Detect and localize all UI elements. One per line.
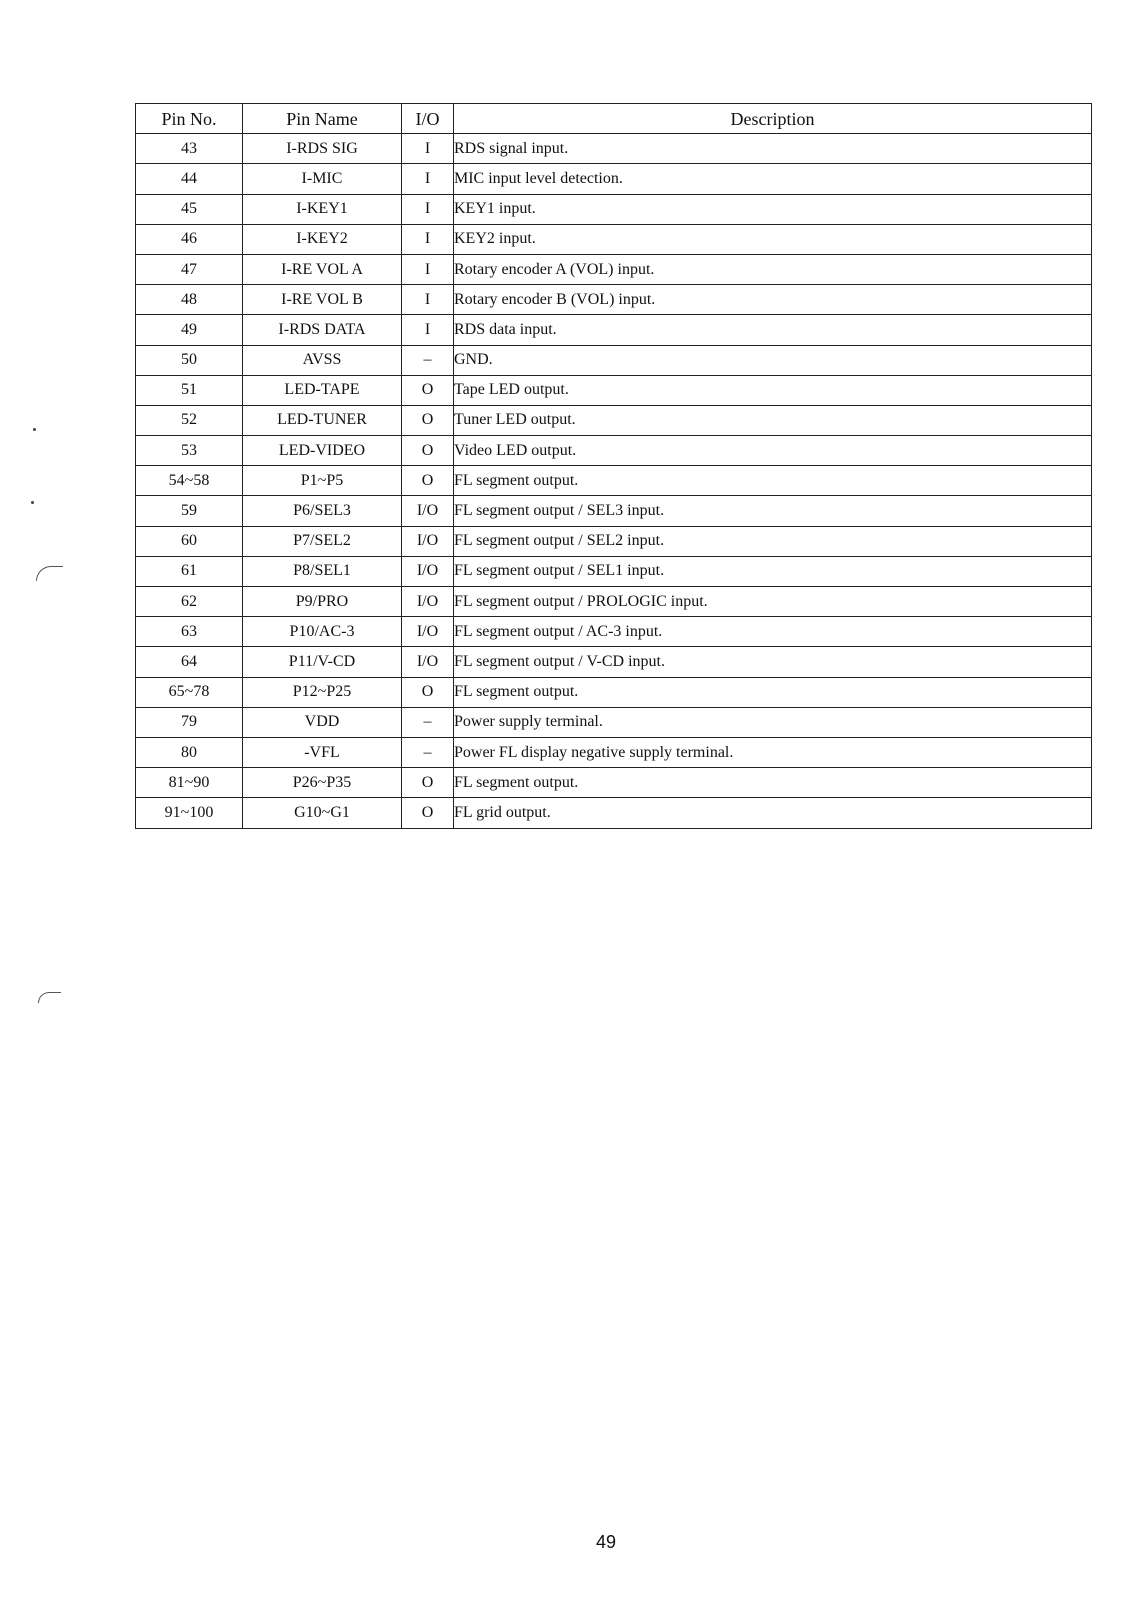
io-cell: I/O	[402, 496, 454, 526]
table-row	[136, 617, 1092, 647]
scan-artifact	[33, 428, 36, 431]
pin-name-cell: P1~P5	[243, 466, 402, 496]
description-cell: FL segment output / SEL3 input.	[454, 496, 1092, 526]
pin-name-cell: P8/SEL1	[243, 556, 402, 586]
description-cell: FL segment output.	[454, 677, 1092, 707]
table-row	[136, 466, 1092, 496]
pin-no-cell: 46	[136, 224, 243, 254]
pin-name-cell: VDD	[243, 707, 402, 737]
pin-no-cell: 53	[136, 436, 243, 466]
pin-no-cell: 48	[136, 285, 243, 315]
table-row	[136, 285, 1092, 315]
scan-artifact	[31, 501, 34, 504]
description-cell: Power FL display negative supply terminal.	[454, 737, 1092, 767]
description-cell: FL segment output.	[454, 768, 1092, 798]
table-row	[136, 798, 1092, 828]
table-row	[136, 315, 1092, 345]
pin-name-cell: I-RE VOL A	[243, 254, 402, 284]
table-row	[136, 134, 1092, 164]
pin-no-cell: 43	[136, 134, 243, 164]
pin-name-cell: LED-TUNER	[243, 405, 402, 435]
pin-name-cell: P10/AC-3	[243, 617, 402, 647]
description-cell: FL segment output / SEL2 input.	[454, 526, 1092, 556]
pin-no-cell: 54~58	[136, 466, 243, 496]
io-cell: I/O	[402, 556, 454, 586]
pin-no-cell: 79	[136, 707, 243, 737]
pin-no-cell: 50	[136, 345, 243, 375]
io-cell: I	[402, 315, 454, 345]
pin-no-cell: 45	[136, 194, 243, 224]
table-row	[136, 254, 1092, 284]
pin-name-cell: I-KEY1	[243, 194, 402, 224]
pin-name-cell: I-RE VOL B	[243, 285, 402, 315]
pin-no-cell: 51	[136, 375, 243, 405]
pin-name-cell: AVSS	[243, 345, 402, 375]
pin-name-cell: I-RDS DATA	[243, 315, 402, 345]
pin-no-cell: 49	[136, 315, 243, 345]
description-cell: KEY1 input.	[454, 194, 1092, 224]
description-cell: FL segment output / PROLOGIC input.	[454, 587, 1092, 617]
description-cell: KEY2 input.	[454, 224, 1092, 254]
pin-no-cell: 63	[136, 617, 243, 647]
description-cell: FL grid output.	[454, 798, 1092, 828]
table-row	[136, 556, 1092, 586]
table-row	[136, 647, 1092, 677]
description-cell: FL segment output.	[454, 466, 1092, 496]
table-row	[136, 436, 1092, 466]
page-number: 49	[595, 1532, 617, 1552]
scan-artifact	[36, 566, 63, 581]
description-cell: Rotary encoder B (VOL) input.	[454, 285, 1092, 315]
pin-name-cell: LED-VIDEO	[243, 436, 402, 466]
description-cell: Tuner LED output.	[454, 405, 1092, 435]
table-row	[136, 164, 1092, 194]
pin-no-cell: 64	[136, 647, 243, 677]
scan-artifact	[38, 992, 61, 1003]
table-row	[136, 707, 1092, 737]
io-cell: O	[402, 405, 454, 435]
pin-name-cell: P9/PRO	[243, 587, 402, 617]
io-cell: I/O	[402, 647, 454, 677]
io-cell: O	[402, 768, 454, 798]
description-cell: Tape LED output.	[454, 375, 1092, 405]
description-cell: FL segment output / V-CD input.	[454, 647, 1092, 677]
pin-no-cell: 65~78	[136, 677, 243, 707]
io-cell: I	[402, 134, 454, 164]
pin-no-cell: 91~100	[136, 798, 243, 828]
table-row	[136, 526, 1092, 556]
pin-name-cell: LED-TAPE	[243, 375, 402, 405]
description-cell: FL segment output / SEL1 input.	[454, 556, 1092, 586]
pin-no-cell: 47	[136, 254, 243, 284]
description-cell: Power supply terminal.	[454, 707, 1092, 737]
pin-name-cell: P26~P35	[243, 768, 402, 798]
header-description: Description	[454, 104, 1092, 134]
io-cell: –	[402, 345, 454, 375]
table-row	[136, 768, 1092, 798]
io-cell: I	[402, 285, 454, 315]
io-cell: O	[402, 677, 454, 707]
pin-no-cell: 80	[136, 737, 243, 767]
header-pin-name: Pin Name	[243, 104, 402, 134]
pin-no-cell: 44	[136, 164, 243, 194]
io-cell: –	[402, 707, 454, 737]
table-row	[136, 587, 1092, 617]
description-cell: RDS data input.	[454, 315, 1092, 345]
pin-name-cell: G10~G1	[243, 798, 402, 828]
pin-name-cell: P11/V-CD	[243, 647, 402, 677]
io-cell: I	[402, 194, 454, 224]
pin-name-cell: P7/SEL2	[243, 526, 402, 556]
pin-name-cell: I-RDS SIG	[243, 134, 402, 164]
io-cell: I	[402, 224, 454, 254]
pin-name-cell: I-MIC	[243, 164, 402, 194]
table-row	[136, 345, 1092, 375]
pin-no-cell: 62	[136, 587, 243, 617]
table-header-row	[136, 104, 1092, 134]
pin-no-cell: 81~90	[136, 768, 243, 798]
header-pin-no: Pin No.	[136, 104, 243, 134]
description-cell: Video LED output.	[454, 436, 1092, 466]
table-row	[136, 737, 1092, 767]
pin-description-table	[135, 103, 1092, 829]
io-cell: –	[402, 737, 454, 767]
io-cell: O	[402, 436, 454, 466]
io-cell: I/O	[402, 526, 454, 556]
pin-name-cell: I-KEY2	[243, 224, 402, 254]
description-cell: GND.	[454, 345, 1092, 375]
io-cell: I/O	[402, 587, 454, 617]
table-row	[136, 677, 1092, 707]
table-row	[136, 375, 1092, 405]
pin-no-cell: 59	[136, 496, 243, 526]
description-cell: FL segment output / AC-3 input.	[454, 617, 1092, 647]
table-row	[136, 496, 1092, 526]
pin-name-cell: P12~P25	[243, 677, 402, 707]
description-cell: RDS signal input.	[454, 134, 1092, 164]
pin-name-cell: P6/SEL3	[243, 496, 402, 526]
table-row	[136, 405, 1092, 435]
io-cell: I	[402, 254, 454, 284]
pin-no-cell: 61	[136, 556, 243, 586]
io-cell: O	[402, 798, 454, 828]
description-cell: MIC input level detection.	[454, 164, 1092, 194]
description-cell: Rotary encoder A (VOL) input.	[454, 254, 1092, 284]
io-cell: I/O	[402, 617, 454, 647]
header-io: I/O	[402, 104, 454, 134]
table-row	[136, 194, 1092, 224]
table-body	[136, 134, 1092, 828]
pin-no-cell: 60	[136, 526, 243, 556]
io-cell: O	[402, 375, 454, 405]
table-row	[136, 224, 1092, 254]
pin-no-cell: 52	[136, 405, 243, 435]
pin-name-cell: -VFL	[243, 737, 402, 767]
io-cell: I	[402, 164, 454, 194]
io-cell: O	[402, 466, 454, 496]
